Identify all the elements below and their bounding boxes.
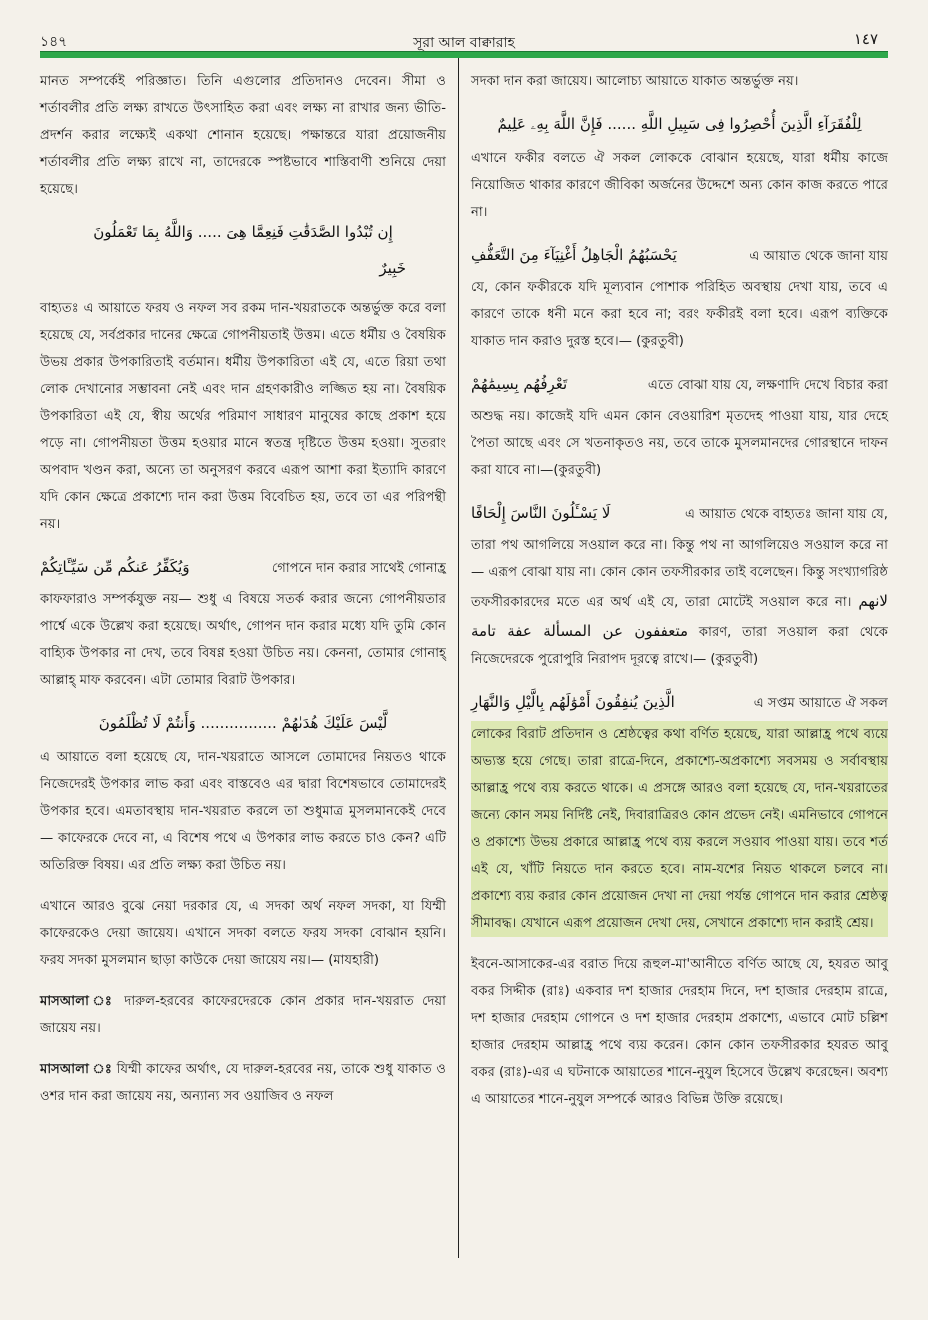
verse-heading [471, 240, 888, 270]
masala-label: মাসআলা ঃ [40, 994, 117, 1009]
arabic-quote: لانهم متعففون عن المسألة عفة تامة [471, 592, 888, 640]
paragraph-text: কারণ, তারা সওয়াল করা থেকে নিজেদেরকে পুরোপুরি নিরাপদ দূরত্বে রাখে।— (কুরতুবী) [471, 625, 888, 667]
paragraph-text: তারা পথ আগলিয়ে সওয়াল করে না। কিন্তু পথ না আগলিয়েও সওয়াল করে না— এরূপ বোঝা যায় না। কোন কোন তফসীরকার তাই বলেছেন। কিন্তু সংখ্যাগরিষ্ঠ তফসীরকারদের মতে এর অর্থ এই যে, তারা মোটেই সওয়াল করে না। [471, 538, 888, 610]
arabic-verse: تَعْرِفُهُم بِسِيمَٰهُمْ [471, 375, 568, 393]
verse-heading-text: গোপনে দান করার সাথেই গোনাহ্র [271, 561, 446, 576]
arabic-verse: لَا يَسْـَٔلُونَ النَّاسَ إِلْحَافًا [471, 504, 611, 522]
paragraph: মানত সম্পর্কেই পরিজ্ঞাত। তিনি এগুলোর প্রতিদানও দেবেন। সীমা ও শর্তাবলীর প্রতি লক্ষ্য রাখতে উৎসাহিত করা এবং লক্ষ্য না রাখার জন্য ভীতি-প্রদর্শন করার লক্ষ্যেই একথা শোনান হয়েছে। পক্ষান্তরে যারা প্রয়োজনীয় শর্তাবলীর প্রতি লক্ষ্য রাখে না, তাদেরকে স্পষ্টভাবে শাস্তিবাণী শুনিয়ে দেয়া হয়েছে। [40, 74, 446, 197]
masala-text: দারুল-হরবের কাফেরদেরকে কোন প্রকার দান-খয়রাত দেয়া জায়েয নয়। [40, 994, 446, 1036]
paragraph: যে, কোন ফকীরকে যদি মূল্যবান পোশাক পরিহিত অবস্থায় দেখা যায়, তবে এ কারণে তাকে ধনী মনে করা হবে না; বরং ফকীরই বলা হবে। এরূপ ব্যক্তিকে যাকাত দান করাও দুরস্ত হবে।— (কুরতুবী) [471, 280, 888, 349]
verse-heading [40, 552, 446, 582]
arabic-verse: لَّيْسَ عَلَيْكَ هُدَىٰهُمْ ................ وَأَنتُمْ لَا تُظْلَمُونَ [98, 714, 388, 732]
left-column [40, 68, 446, 1124]
verse-heading [471, 498, 888, 528]
paragraph: সদকা দান করা জায়েয। আলোচ্য আয়াতে যাকাত অন্তর্ভুক্ত নয়। [471, 74, 799, 89]
paragraph: লোকের বিরাট প্রতিদান ও শ্রেষ্ঠত্বের কথা বর্ণিত হয়েছে, যারা আল্লাহ্র পথে ব্যয়ে অভ্যস্ত হয়ে গেছে। তারা রাত্রে-দিনে, প্রকাশ্যে-অপ্রকাশ্যে সবসময় ও সর্বাবস্থায় আল্লাহ্র পথে ব্যয় করতে থাকে। এ প্রসঙ্গে আরও বলা হয়েছে যে, দান-খয়রাতের জন্যে কোন সময় নির্দিষ্ট নেই, দিবারাত্রিরও কোন প্রভেদ নেই। এমনিভাবে গোপনে ও প্রকাশ্যে উভয় প্রকারে আল্লাহ্র পথে ব্যয় করলে সওয়াব পাওয়া যায়। তবে শর্ত এই যে, খাঁটি নিয়তে দান করতে হবে। নাম-যশের নিয়ত থাকলে চলবে না। প্রকাশ্যে ব্যয় করার কোন প্রয়োজন দেখা না দেয়া পর্যন্ত গোপনে দান করার শ্রেষ্ঠত্ব সীমাবদ্ধ। যেখানে এরূপ প্রয়োজন দেখা দেয়, সেখানে প্রকাশ্যে দান করাই শ্রেয়। [471, 721, 888, 937]
masala-label: মাসআলা ঃ [40, 1062, 113, 1077]
running-title: সূরা আল বাক্বারাহ [413, 35, 515, 51]
verse-heading [471, 687, 888, 717]
arabic-verse: الَّذِينَ يُنفِقُونَ أَمْوَٰلَهُم بِالَّيْلِ وَالنَّهَارِ [471, 693, 675, 711]
masala-text: যিম্মী কাফের অর্থাৎ, যে দারুল-হরবের নয়, তাকে শুধু যাকাত ও ওশর দান করা জায়েয নয়, অন্যান্য সব ওয়াজিব ও নফল [40, 1062, 446, 1104]
verse-heading-text: এ আয়াত থেকে জানা যায় [749, 249, 888, 264]
header-rule [40, 51, 888, 58]
arabic-verse: لِلْفُقَرَآءِ الَّذِينَ أُحْصِرُوا فِى سَبِيلِ اللَّهِ ...... فَإِنَّ اللَّهَ بِهِۦ عَلِيمٌ [497, 115, 862, 133]
arabic-verse: يَحْسَبُهُمُ الْجَاهِلُ أَغْنِيَآءَ مِنَ التَّعَفُّفِ [471, 246, 677, 264]
paragraph: বাহ্যতঃ এ আয়াতে ফরয ও নফল সব রকম দান-খয়রাতকে অন্তর্ভুক্ত করে বলা হয়েছে যে, সর্বপ্রকার দানের ক্ষেত্রে গোপনীয়তাই উত্তম। এতে ধর্মীয় ও বৈষয়িক উভয় প্রকার উপকারিতাই বর্তমান। ধর্মীয় উপকারিতা এই যে, এতে রিয়া তথা লোক দেখানোর সম্ভাবনা নেই এবং দান গ্রহণকারীও লজ্জিত হয় না। বৈষয়িক উপকারিতা এই যে, স্বীয় অর্থের পরিমাণ সাধারণ মানুষের কাছে প্রকাশ হয়ে পড়ে না। গোপনীয়তা উত্তম হওয়ার মানে স্বতন্ত্র দৃষ্টিতে উত্তম হওয়া। সুতরাং অপবাদ খণ্ডন করা, অন্যে তা অনুসরণ করবে এরূপ আশা করা ইত্যাদি কারণে যদি কোন ক্ষেত্রে প্রকাশ্যে দান করা উত্তম বিবেচিত হয়, তবে তা এর পরিপন্থী নয়। [40, 301, 446, 532]
verse-heading-text: এ আয়াত থেকে বাহ্যতঃ জানা যায় যে, [685, 507, 888, 522]
paragraph: কাফফারাও সম্পর্কযুক্ত নয়— শুধু এ বিষয়ে সতর্ক করার জন্যে গোপনীয়তার পার্শ্বে একে উল্লেখ করা হয়েছে। অর্থাৎ, গোপন দান করার মধ্যে যদি তুমি কোন বাহ্যিক উপকার না দেখ, তবে বিষণ্ণ হওয়া উচিত নয়। কেননা, তোমার গোনাহ্ আল্লাহ্ মাফ করবেন। এটা তোমার বিরাট উপকার। [40, 592, 446, 688]
arabic-verse: وَيُكَفِّرُ عَنكُم مِّن سَيِّـَٔاتِكُمْ [40, 558, 190, 576]
arabic-verse: إِن تُبْدُوا الصَّدَقَٰتِ فَنِعِمَّا هِىَ ..... وَاللَّهُ بِمَا تَعْمَلُونَ [93, 223, 393, 241]
paragraph: এ আয়াতে বলা হয়েছে যে, দান-খয়রাতে আসলে তোমাদের নিয়তও থাকে নিজেদেরই উপকার লাভ করা এবং বাস্তবেও এর দ্বারা বিশেষভাবে তোমাদেরই উপকার হবে। এমতাবস্থায় দান-খয়রাত করলে তা শুধুমাত্র মুসলমানকেই দেবে— কাফেরকে দেবে না, এ বিশেষ পথে এ উপকার লাভ করতে চাও কেন? এটি অতিরিক্ত বিষয়। এর প্রতি লক্ষ্য করা উচিত নয়। [40, 750, 446, 873]
masala-paragraph [40, 988, 446, 1042]
paragraph: ইবনে-আসাকের-এর বরাত দিয়ে রূহুল-মা'আনীতে বর্ণিত আছে যে, হযরত আবু বকর সিদ্দীক (রাঃ) একবার দশ হাজার দেরহাম দিনে, দশ হাজার দেরহাম রাত্রে, দশ হাজার দেরহাম গোপনে ও দশ হাজার দেরহাম প্রকাশ্যে, এভাবে মোট চল্লিশ হাজার দেরহাম আল্লাহ্র পথে ব্যয় করেন। কোন কোন তফসীরকার হযরত আবু বকর (রাঃ)-এর এ ঘটনাকে আয়াতের শানে-নুযুল হিসেবে উল্লেখ করেছেন। অবশ্য এ আয়াতের শানে-নুযুল সম্পর্কে আরও বিভিন্ন উক্তি রয়েছে। [471, 957, 888, 1107]
paragraph: এখানে ফকীর বলতে ঐ সকল লোককে বোঝান হয়েছে, যারা ধর্মীয় কাজে নিয়োজিত থাকার কারণে জীবিকা অর্জনের উদ্দেশে অন্য কোন কাজ করতে পারে না। [471, 151, 888, 220]
column-divider [458, 58, 459, 1258]
paragraph [471, 532, 888, 673]
masala-paragraph [40, 1056, 446, 1110]
paragraph: অশুদ্ধ নয়। কাজেই যদি এমন কোন বেওয়ারিশ মৃতদেহ পাওয়া যায়, যার দেহে পৈতা আছে এবং সে খতনাকৃতও নয়, তবে তাকে মুসলমানদের গোরস্থানে দাফন করা যাবে না।—(কুরতুবী) [471, 409, 888, 478]
page-number-right: ١٤٧ [853, 30, 878, 48]
verse-heading [471, 369, 888, 399]
arabic-verse-continuation: خَبِيرٌ [379, 259, 406, 277]
page-number-left: ১৪৭ [40, 34, 68, 50]
verse-heading-text: এতে বোঝা যায় যে, লক্ষণাদি দেখে বিচার করা [647, 378, 888, 393]
paragraph: এখানে আরও বুঝে নেয়া দরকার যে, এ সদকা অর্থ নফল সদকা, যা যিম্মী কাফেরকেও দেয়া জায়েয। এখানে সদকা বলতে ফরয সদকা বোঝান হয়নি। ফরয সদকা মুসলমান ছাড়া কাউকে দেয়া জায়েয নয়।— (মাযহারী) [40, 899, 446, 968]
verse-heading-text: এ সপ্তম আয়াতে ঐ সকল [753, 696, 888, 711]
right-column [471, 68, 888, 1127]
